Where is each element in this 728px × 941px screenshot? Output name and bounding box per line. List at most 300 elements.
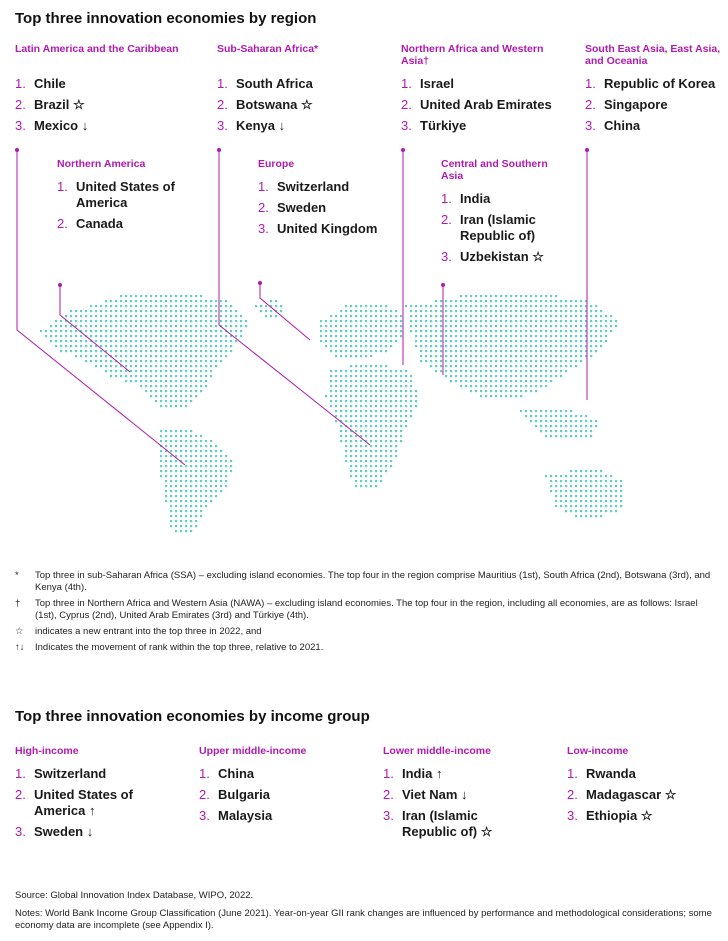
map-dot [165, 430, 167, 432]
map-dot [440, 365, 442, 367]
map-dot [440, 300, 442, 302]
map-dot [190, 510, 192, 512]
map-dot [515, 320, 517, 322]
map-dot [180, 530, 182, 532]
map-dot [180, 515, 182, 517]
map-dot [360, 370, 362, 372]
map-dot [135, 330, 137, 332]
leader-dot [585, 148, 589, 152]
map-dot [345, 405, 347, 407]
map-dot [415, 390, 417, 392]
map-dot [390, 420, 392, 422]
map-dot [65, 340, 67, 342]
map-dot [205, 485, 207, 487]
map-dot [380, 375, 382, 377]
map-dot [140, 315, 142, 317]
map-dot [335, 420, 337, 422]
map-dot [205, 325, 207, 327]
map-dot [365, 375, 367, 377]
map-dot [525, 330, 527, 332]
map-dot [370, 375, 372, 377]
map-dot [195, 445, 197, 447]
map-dot [175, 385, 177, 387]
map-dot [425, 355, 427, 357]
map-dot [170, 340, 172, 342]
map-dot [230, 350, 232, 352]
rank-up-arrow-icon: ↑ [435, 766, 443, 781]
map-dot [130, 360, 132, 362]
list-item: 1. Republic of Korea [585, 76, 716, 91]
map-dot [200, 345, 202, 347]
map-dot [190, 460, 192, 462]
map-dot [200, 445, 202, 447]
map-dot [170, 370, 172, 372]
map-dot [410, 310, 412, 312]
map-dot [125, 355, 127, 357]
map-dot [105, 360, 107, 362]
map-dot [510, 350, 512, 352]
map-dot [400, 400, 402, 402]
map-dot [575, 320, 577, 322]
map-dot [440, 330, 442, 332]
map-dot [340, 400, 342, 402]
map-dot [465, 300, 467, 302]
map-dot [360, 465, 362, 467]
map-dot [530, 305, 532, 307]
map-dot [140, 310, 142, 312]
map-dot [215, 360, 217, 362]
map-dot [510, 380, 512, 382]
map-dot [325, 320, 327, 322]
map-dot [545, 360, 547, 362]
map-dot [585, 515, 587, 517]
map-dot [560, 485, 562, 487]
map-dot [410, 410, 412, 412]
map-dot [330, 330, 332, 332]
map-dot [450, 320, 452, 322]
map-dot [380, 365, 382, 367]
map-dot [355, 460, 357, 462]
map-dot [165, 440, 167, 442]
map-dot [140, 300, 142, 302]
map-dot [520, 360, 522, 362]
map-dot [145, 345, 147, 347]
map-dot [545, 430, 547, 432]
map-dot [415, 325, 417, 327]
map-dot [485, 385, 487, 387]
region-central-southern-asia [441, 158, 566, 270]
map-dot [500, 350, 502, 352]
map-dot [350, 345, 352, 347]
map-dot [500, 370, 502, 372]
map-dot [145, 325, 147, 327]
map-dot [410, 330, 412, 332]
map-dot [360, 485, 362, 487]
map-dot [195, 300, 197, 302]
map-dot [360, 460, 362, 462]
map-dot [365, 405, 367, 407]
map-dot [515, 330, 517, 332]
map-dot [100, 325, 102, 327]
map-dot [590, 350, 592, 352]
map-dot [345, 310, 347, 312]
map-dot [220, 300, 222, 302]
map-dot [345, 440, 347, 442]
map-dot [105, 315, 107, 317]
map-dot [215, 460, 217, 462]
map-dot [55, 330, 57, 332]
map-dot [380, 470, 382, 472]
map-dot [195, 370, 197, 372]
map-dot [365, 410, 367, 412]
map-dot [185, 505, 187, 507]
map-dot [540, 360, 542, 362]
map-dot [345, 305, 347, 307]
map-dot [85, 345, 87, 347]
map-dot [395, 385, 397, 387]
map-dot [360, 375, 362, 377]
region-heading: Northern America [57, 158, 146, 170]
map-dot [335, 325, 337, 327]
map-dot [405, 405, 407, 407]
list-item: 1. Chile [15, 76, 66, 91]
map-dot [160, 475, 162, 477]
map-dot [435, 300, 437, 302]
map-dot [475, 300, 477, 302]
map-dot [465, 385, 467, 387]
map-dot [365, 315, 367, 317]
map-dot [505, 340, 507, 342]
map-dot [605, 325, 607, 327]
map-dot [360, 335, 362, 337]
map-dot [215, 365, 217, 367]
map-dot [125, 340, 127, 342]
map-dot [515, 300, 517, 302]
map-dot [55, 345, 57, 347]
map-dot [100, 360, 102, 362]
map-dot [540, 295, 542, 297]
map-dot [590, 505, 592, 507]
map-dot [185, 510, 187, 512]
map-dot [190, 400, 192, 402]
map-dot [545, 380, 547, 382]
leader-dot [441, 283, 445, 287]
map-dot [210, 300, 212, 302]
map-dot [495, 375, 497, 377]
map-dot [510, 325, 512, 327]
map-dot [550, 425, 552, 427]
map-dot [185, 350, 187, 352]
map-dot [570, 350, 572, 352]
map-dot [210, 490, 212, 492]
map-dot [475, 320, 477, 322]
region-list [441, 191, 566, 265]
map-dot [505, 335, 507, 337]
map-dot [195, 365, 197, 367]
map-dot [185, 440, 187, 442]
map-dot [470, 385, 472, 387]
map-dot [185, 315, 187, 317]
map-dot [160, 435, 162, 437]
map-dot [575, 415, 577, 417]
map-dot [440, 320, 442, 322]
map-dot [370, 395, 372, 397]
map-dot [480, 320, 482, 322]
map-dot [355, 305, 357, 307]
map-dot [185, 345, 187, 347]
map-dot [65, 345, 67, 347]
map-dot [360, 400, 362, 402]
map-dot [465, 340, 467, 342]
map-dot [345, 325, 347, 327]
map-dot [455, 350, 457, 352]
map-dot [475, 340, 477, 342]
map-dot [365, 475, 367, 477]
map-dot [380, 455, 382, 457]
map-dot [185, 465, 187, 467]
leader-dot [58, 283, 62, 287]
map-dot [605, 330, 607, 332]
map-dot [175, 510, 177, 512]
map-dot [150, 345, 152, 347]
map-dot [375, 485, 377, 487]
map-dot [355, 455, 357, 457]
list-item: 3. China [585, 118, 641, 133]
map-dot [215, 345, 217, 347]
map-dot [340, 435, 342, 437]
map-dot [120, 345, 122, 347]
map-dot [345, 375, 347, 377]
map-dot [450, 360, 452, 362]
map-dot [380, 310, 382, 312]
map-dot [385, 405, 387, 407]
map-dot [570, 430, 572, 432]
map-dot [485, 355, 487, 357]
map-dot [495, 305, 497, 307]
list-item: 2. Singapore [585, 97, 668, 112]
map-dot [590, 355, 592, 357]
map-dot [575, 350, 577, 352]
list-item: 2. United Arab Emirates [401, 97, 552, 112]
map-dot [115, 325, 117, 327]
map-dot [555, 300, 557, 302]
map-dot [190, 520, 192, 522]
map-dot [535, 295, 537, 297]
map-dot [505, 395, 507, 397]
map-dot [365, 470, 367, 472]
map-dot [455, 330, 457, 332]
map-dot [500, 345, 502, 347]
map-dot [560, 370, 562, 372]
map-dot [540, 420, 542, 422]
map-dot [425, 350, 427, 352]
map-dot [190, 315, 192, 317]
list-item: 1. United States of America [57, 179, 175, 210]
map-dot [415, 395, 417, 397]
map-dot [355, 315, 357, 317]
map-dot [200, 335, 202, 337]
map-dot [210, 305, 212, 307]
map-dot [575, 425, 577, 427]
map-dot [350, 405, 352, 407]
map-dot [170, 485, 172, 487]
map-dot [465, 310, 467, 312]
income-heading: Low-income [567, 745, 629, 757]
map-dot [450, 310, 452, 312]
map-dot [480, 360, 482, 362]
map-dot [185, 430, 187, 432]
map-dot [565, 480, 567, 482]
map-dot [215, 455, 217, 457]
map-dot [575, 300, 577, 302]
map-dot [475, 325, 477, 327]
map-dot [445, 320, 447, 322]
map-dot [160, 430, 162, 432]
map-dot [100, 330, 102, 332]
map-dot [195, 380, 197, 382]
map-dot [380, 345, 382, 347]
map-dot [505, 295, 507, 297]
notes-block [15, 570, 715, 658]
map-dot [180, 295, 182, 297]
map-dot [510, 385, 512, 387]
map-dot [450, 350, 452, 352]
map-dot [210, 335, 212, 337]
list-item: 2. Botswana ☆ [217, 97, 313, 112]
map-dot [575, 310, 577, 312]
map-dot [440, 350, 442, 352]
map-dot [345, 380, 347, 382]
map-dot [115, 375, 117, 377]
map-dot [460, 300, 462, 302]
map-dot [200, 315, 202, 317]
map-dot [200, 330, 202, 332]
map-dot [390, 450, 392, 452]
map-dot [550, 295, 552, 297]
map-dot [205, 445, 207, 447]
map-dot [480, 390, 482, 392]
map-dot [435, 310, 437, 312]
new-entrant-star-icon: ☆ [640, 808, 653, 823]
map-dot [460, 370, 462, 372]
map-dot [175, 365, 177, 367]
map-dot [590, 335, 592, 337]
map-dot [365, 455, 367, 457]
map-dot [280, 310, 282, 312]
map-dot [230, 315, 232, 317]
map-dot [495, 300, 497, 302]
region-europe [258, 158, 428, 242]
map-dot [185, 460, 187, 462]
map-dot [515, 385, 517, 387]
map-dot [190, 375, 192, 377]
map-dot [160, 440, 162, 442]
map-dot [470, 320, 472, 322]
map-dot [520, 305, 522, 307]
map-dot [225, 455, 227, 457]
map-dot [375, 365, 377, 367]
map-dot [375, 310, 377, 312]
map-dot [515, 305, 517, 307]
map-dot [95, 305, 97, 307]
map-dot [235, 340, 237, 342]
map-dot [390, 400, 392, 402]
map-dot [190, 470, 192, 472]
map-dot [190, 355, 192, 357]
map-dot [225, 470, 227, 472]
map-dot [525, 415, 527, 417]
map-dot [390, 385, 392, 387]
map-dot [555, 305, 557, 307]
map-dot [535, 315, 537, 317]
map-dot [505, 320, 507, 322]
map-dot [595, 330, 597, 332]
map-dot [120, 295, 122, 297]
map-dot [525, 305, 527, 307]
map-dot [70, 330, 72, 332]
map-dot [355, 395, 357, 397]
map-dot [525, 370, 527, 372]
map-dot [355, 475, 357, 477]
map-dot [565, 430, 567, 432]
map-dot [460, 325, 462, 327]
map-dot [550, 475, 552, 477]
map-dot [555, 415, 557, 417]
map-dot [510, 340, 512, 342]
map-dot [605, 480, 607, 482]
map-dot [115, 300, 117, 302]
map-dot [165, 390, 167, 392]
map-dot [470, 330, 472, 332]
map-dot [200, 515, 202, 517]
map-dot [185, 370, 187, 372]
map-dot [365, 365, 367, 367]
map-dot [525, 385, 527, 387]
map-dot [545, 355, 547, 357]
map-dot [150, 385, 152, 387]
map-dot [190, 435, 192, 437]
map-dot [380, 420, 382, 422]
map-dot [385, 315, 387, 317]
map-dot [550, 360, 552, 362]
map-dot [125, 370, 127, 372]
map-dot [420, 325, 422, 327]
map-dot [330, 370, 332, 372]
map-dot [350, 455, 352, 457]
map-dot [360, 450, 362, 452]
map-dot [555, 315, 557, 317]
map-dot [595, 315, 597, 317]
map-dot [615, 485, 617, 487]
map-dot [460, 360, 462, 362]
map-dot [220, 350, 222, 352]
map-dot [135, 350, 137, 352]
map-dot [160, 390, 162, 392]
map-dot [95, 310, 97, 312]
map-dot [220, 340, 222, 342]
map-dot [510, 390, 512, 392]
map-dot [165, 490, 167, 492]
map-dot [80, 350, 82, 352]
map-dot [550, 375, 552, 377]
map-dot [535, 375, 537, 377]
map-dot [470, 335, 472, 337]
map-dot [165, 495, 167, 497]
map-dot [565, 340, 567, 342]
map-dot [395, 375, 397, 377]
map-dot [335, 400, 337, 402]
map-dot [185, 375, 187, 377]
